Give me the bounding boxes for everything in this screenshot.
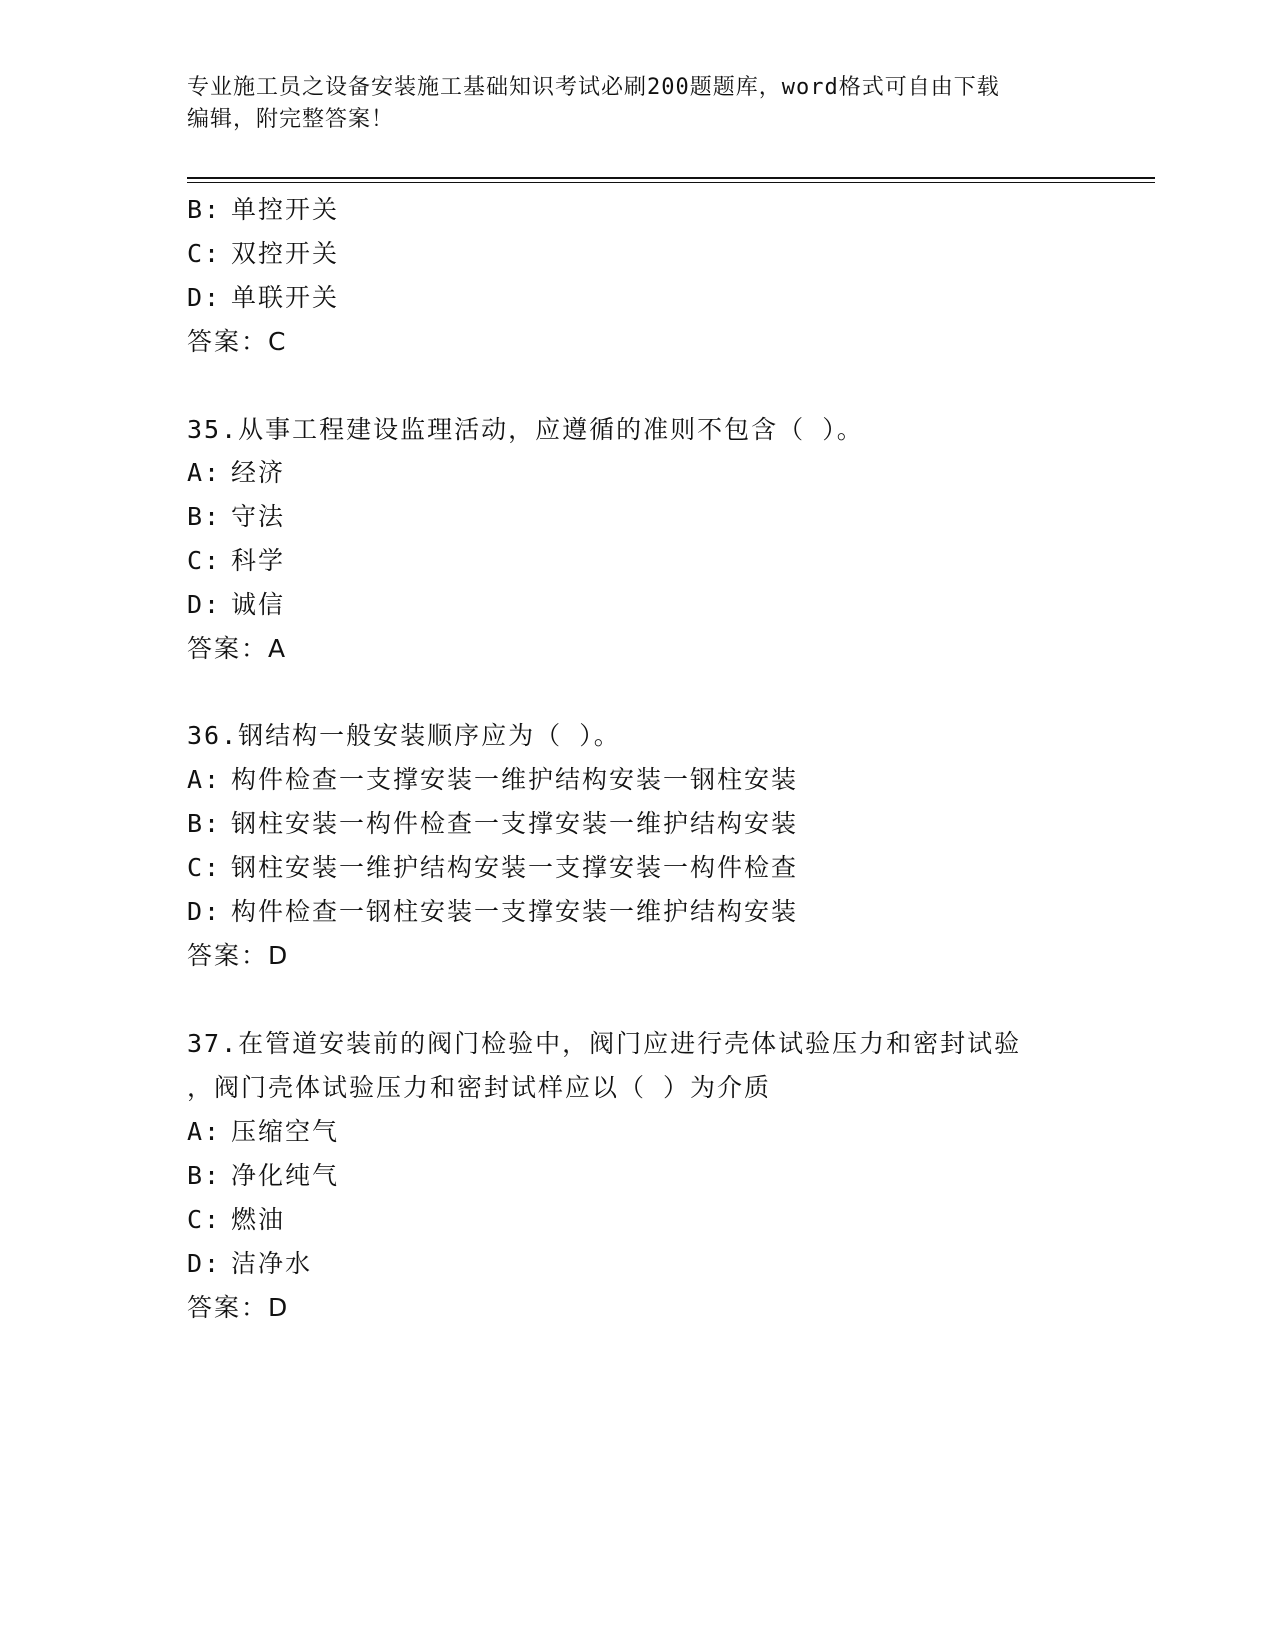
q36-stem: 36.钢结构一般安装顺序应为（ ）。 (187, 721, 621, 750)
option-label: B: (187, 502, 222, 531)
q37-stem-line-2: ，阀门壳体试验压力和密封试样应以（ ）为介质 (187, 1073, 772, 1102)
option-text: 燃油 (231, 1205, 286, 1234)
q36-option-a (187, 763, 798, 797)
option-label: D: (187, 590, 222, 619)
header-title-line-2: 编辑，附完整答案！ (187, 107, 395, 132)
option-text: 单联开关 (231, 283, 340, 312)
q36-answer: 答案：D (187, 941, 290, 970)
header-title-line-1: 专业施工员之设备安装施工基础知识考试必刷200题题库，word格式可自由下载 (187, 75, 1000, 100)
document-header (187, 72, 1067, 136)
q35-option-c (187, 544, 285, 578)
option-text: 洁净水 (231, 1249, 313, 1278)
q34-option-d (187, 281, 339, 315)
q37-option-b (187, 1159, 339, 1193)
option-text: 单控开关 (231, 195, 340, 224)
option-label: D: (187, 897, 222, 926)
q37-option-a (187, 1115, 339, 1149)
header-divider-thin (187, 182, 1155, 183)
q35-option-d (187, 588, 285, 622)
option-label: B: (187, 195, 222, 224)
option-label: A: (187, 1117, 222, 1146)
header-divider-thick (187, 177, 1155, 179)
q36-option-d (187, 895, 798, 929)
q35-option-b (187, 500, 285, 534)
option-text: 净化纯气 (231, 1161, 340, 1190)
q37-option-d (187, 1247, 312, 1281)
q35-option-a (187, 456, 285, 490)
option-text: 钢柱安装一构件检查一支撑安装一维护结构安装 (231, 809, 799, 838)
option-label: C: (187, 853, 222, 882)
option-label: D: (187, 283, 222, 312)
q35-stem: 35.从事工程建设监理活动，应遵循的准则不包含（ ）。 (187, 415, 864, 444)
option-label: B: (187, 809, 222, 838)
option-label: A: (187, 765, 222, 794)
q34-option-c (187, 237, 339, 271)
option-text: 经济 (231, 458, 286, 487)
q34-option-b (187, 193, 339, 227)
option-text: 压缩空气 (231, 1117, 340, 1146)
option-label: C: (187, 1205, 222, 1234)
option-text: 钢柱安装一维护结构安装一支撑安装一构件检查 (231, 853, 799, 882)
q37-stem-line-1: 37.在管道安装前的阀门检验中，阀门应进行壳体试验压力和密封试验 (187, 1029, 1022, 1058)
option-label: C: (187, 546, 222, 575)
q36-option-b (187, 807, 798, 841)
option-text: 科学 (231, 546, 286, 575)
option-text: 构件检查一钢柱安装一支撑安装一维护结构安装 (231, 897, 799, 926)
option-label: C: (187, 239, 222, 268)
q37-option-c (187, 1203, 285, 1237)
option-text: 守法 (231, 502, 286, 531)
q36-option-c (187, 851, 798, 885)
option-label: A: (187, 458, 222, 487)
option-text: 诚信 (231, 590, 286, 619)
option-text: 构件检查一支撑安装一维护结构安装一钢柱安装 (231, 765, 799, 794)
option-text: 双控开关 (231, 239, 340, 268)
q37-answer: 答案：D (187, 1293, 290, 1322)
option-label: B: (187, 1161, 222, 1190)
q34-answer: 答案：C (187, 327, 288, 356)
q35-answer: 答案：A (187, 634, 288, 663)
option-label: D: (187, 1249, 222, 1278)
